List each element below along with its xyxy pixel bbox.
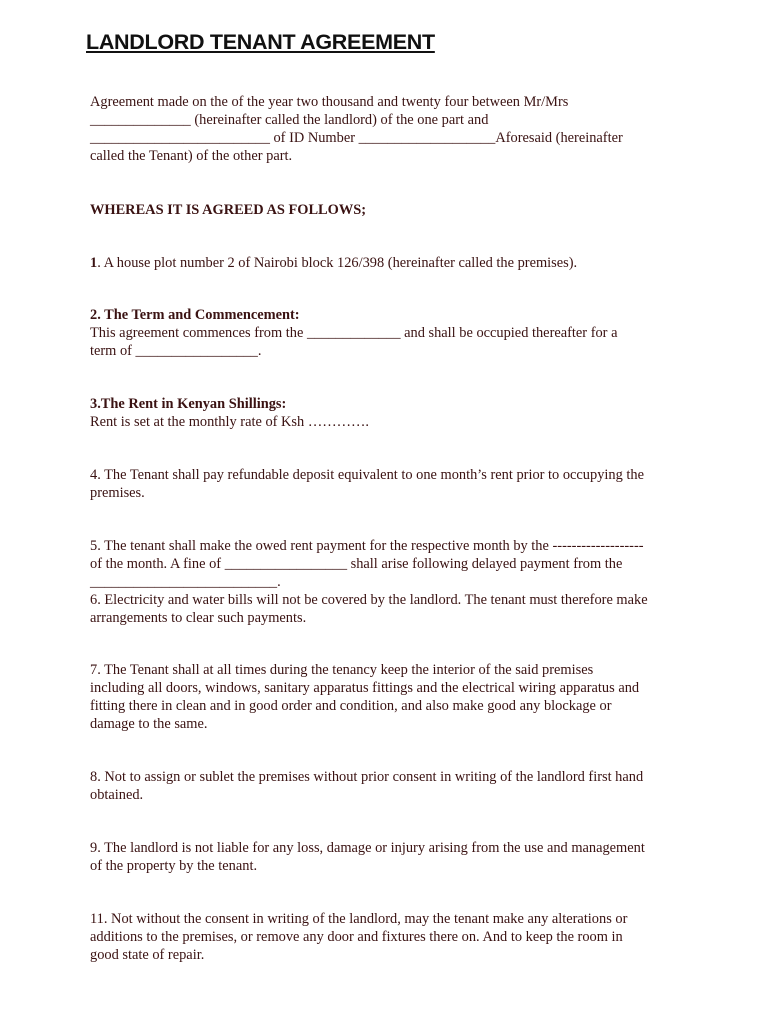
clause-7-line: 7. The Tenant shall at all times during the tenancy keep the interior of the said premises (90, 662, 594, 678)
clause-7-line: fitting there in clean and in good order and condition, and also make good any blockage or (90, 698, 612, 714)
clause-8-line: obtained. (90, 787, 144, 803)
clause-11-line: 11. Not without the consent in writing of the landlord, may the tenant make any alterations or (90, 911, 628, 927)
clause-8-line: 8. Not to assign or sublet the premises without prior consent in writing of the landlord first hand (90, 769, 644, 785)
intro-line: ______________ (hereinafter called the landlord) of the one part and (90, 112, 489, 128)
clause-4 (90, 466, 690, 502)
clause-11-line: additions to the premises, or remove any door and fixtures there on. And to keep the room in (90, 929, 623, 945)
clause-4-line: 4. The Tenant shall pay refundable deposit equivalent to one month’s rent prior to occupying the (90, 467, 644, 483)
clause-2-heading: 2. The Term and Commencement: (90, 307, 300, 323)
clause-3-line: Rent is set at the monthly rate of Ksh …………. (90, 414, 369, 430)
intro-line: _________________________ of ID Number ___________________Aforesaid (hereinafter (90, 130, 623, 146)
document-title: LANDLORD TENANT AGREEMENT (86, 30, 435, 54)
clause-9-line: of the property by the tenant. (90, 858, 258, 874)
clause-3-heading: 3.The Rent in Kenyan Shillings: (90, 396, 287, 412)
intro-paragraph (90, 93, 690, 165)
clause-2-line: This agreement commences from the _____________ and shall be occupied thereafter for a (90, 325, 618, 341)
clause-9-line: 9. The landlord is not liable for any loss, damage or injury arising from the use and management (90, 840, 645, 856)
clause-9 (90, 839, 690, 875)
clause-1-number: 1 (90, 255, 98, 271)
clause-7-line: including all doors, windows, sanitary apparatus fittings and the electrical wiring apparatus and (90, 680, 640, 696)
clause-7-line: damage to the same. (90, 716, 208, 732)
clause-3 (90, 395, 690, 431)
whereas-heading: WHEREAS IT IS AGREED AS FOLLOWS; (90, 202, 367, 218)
clause-6-line: 6. Electricity and water bills will not be covered by the landlord. The tenant must therefore make (90, 592, 648, 608)
clause-6-line: arrangements to clear such payments. (90, 610, 307, 626)
clause-2-line: term of _________________. (90, 343, 262, 359)
clause-5-line: of the month. A fine of _________________ shall arise following delayed payment from the (90, 556, 623, 572)
clause-6 (90, 591, 690, 627)
clause-5 (90, 537, 690, 591)
clause-5-line: __________________________. (90, 574, 281, 590)
intro-line: called the Tenant) of the other part. (90, 148, 293, 164)
clause-11 (90, 910, 690, 964)
clause-5-line: 5. The tenant shall make the owed rent payment for the respective month by the ------------------- (90, 538, 644, 554)
clause-8 (90, 768, 690, 804)
clause-1 (90, 254, 690, 272)
clause-11-line: good state of repair. (90, 947, 205, 963)
clause-2 (90, 306, 690, 360)
clause-7 (90, 661, 690, 733)
clause-4-line: premises. (90, 485, 145, 501)
intro-line: Agreement made on the of the year two thousand and twenty four between Mr/Mrs (90, 94, 569, 110)
clause-1-text: . A house plot number 2 of Nairobi block 126/398 (hereinafter called the premises). (97, 255, 578, 271)
